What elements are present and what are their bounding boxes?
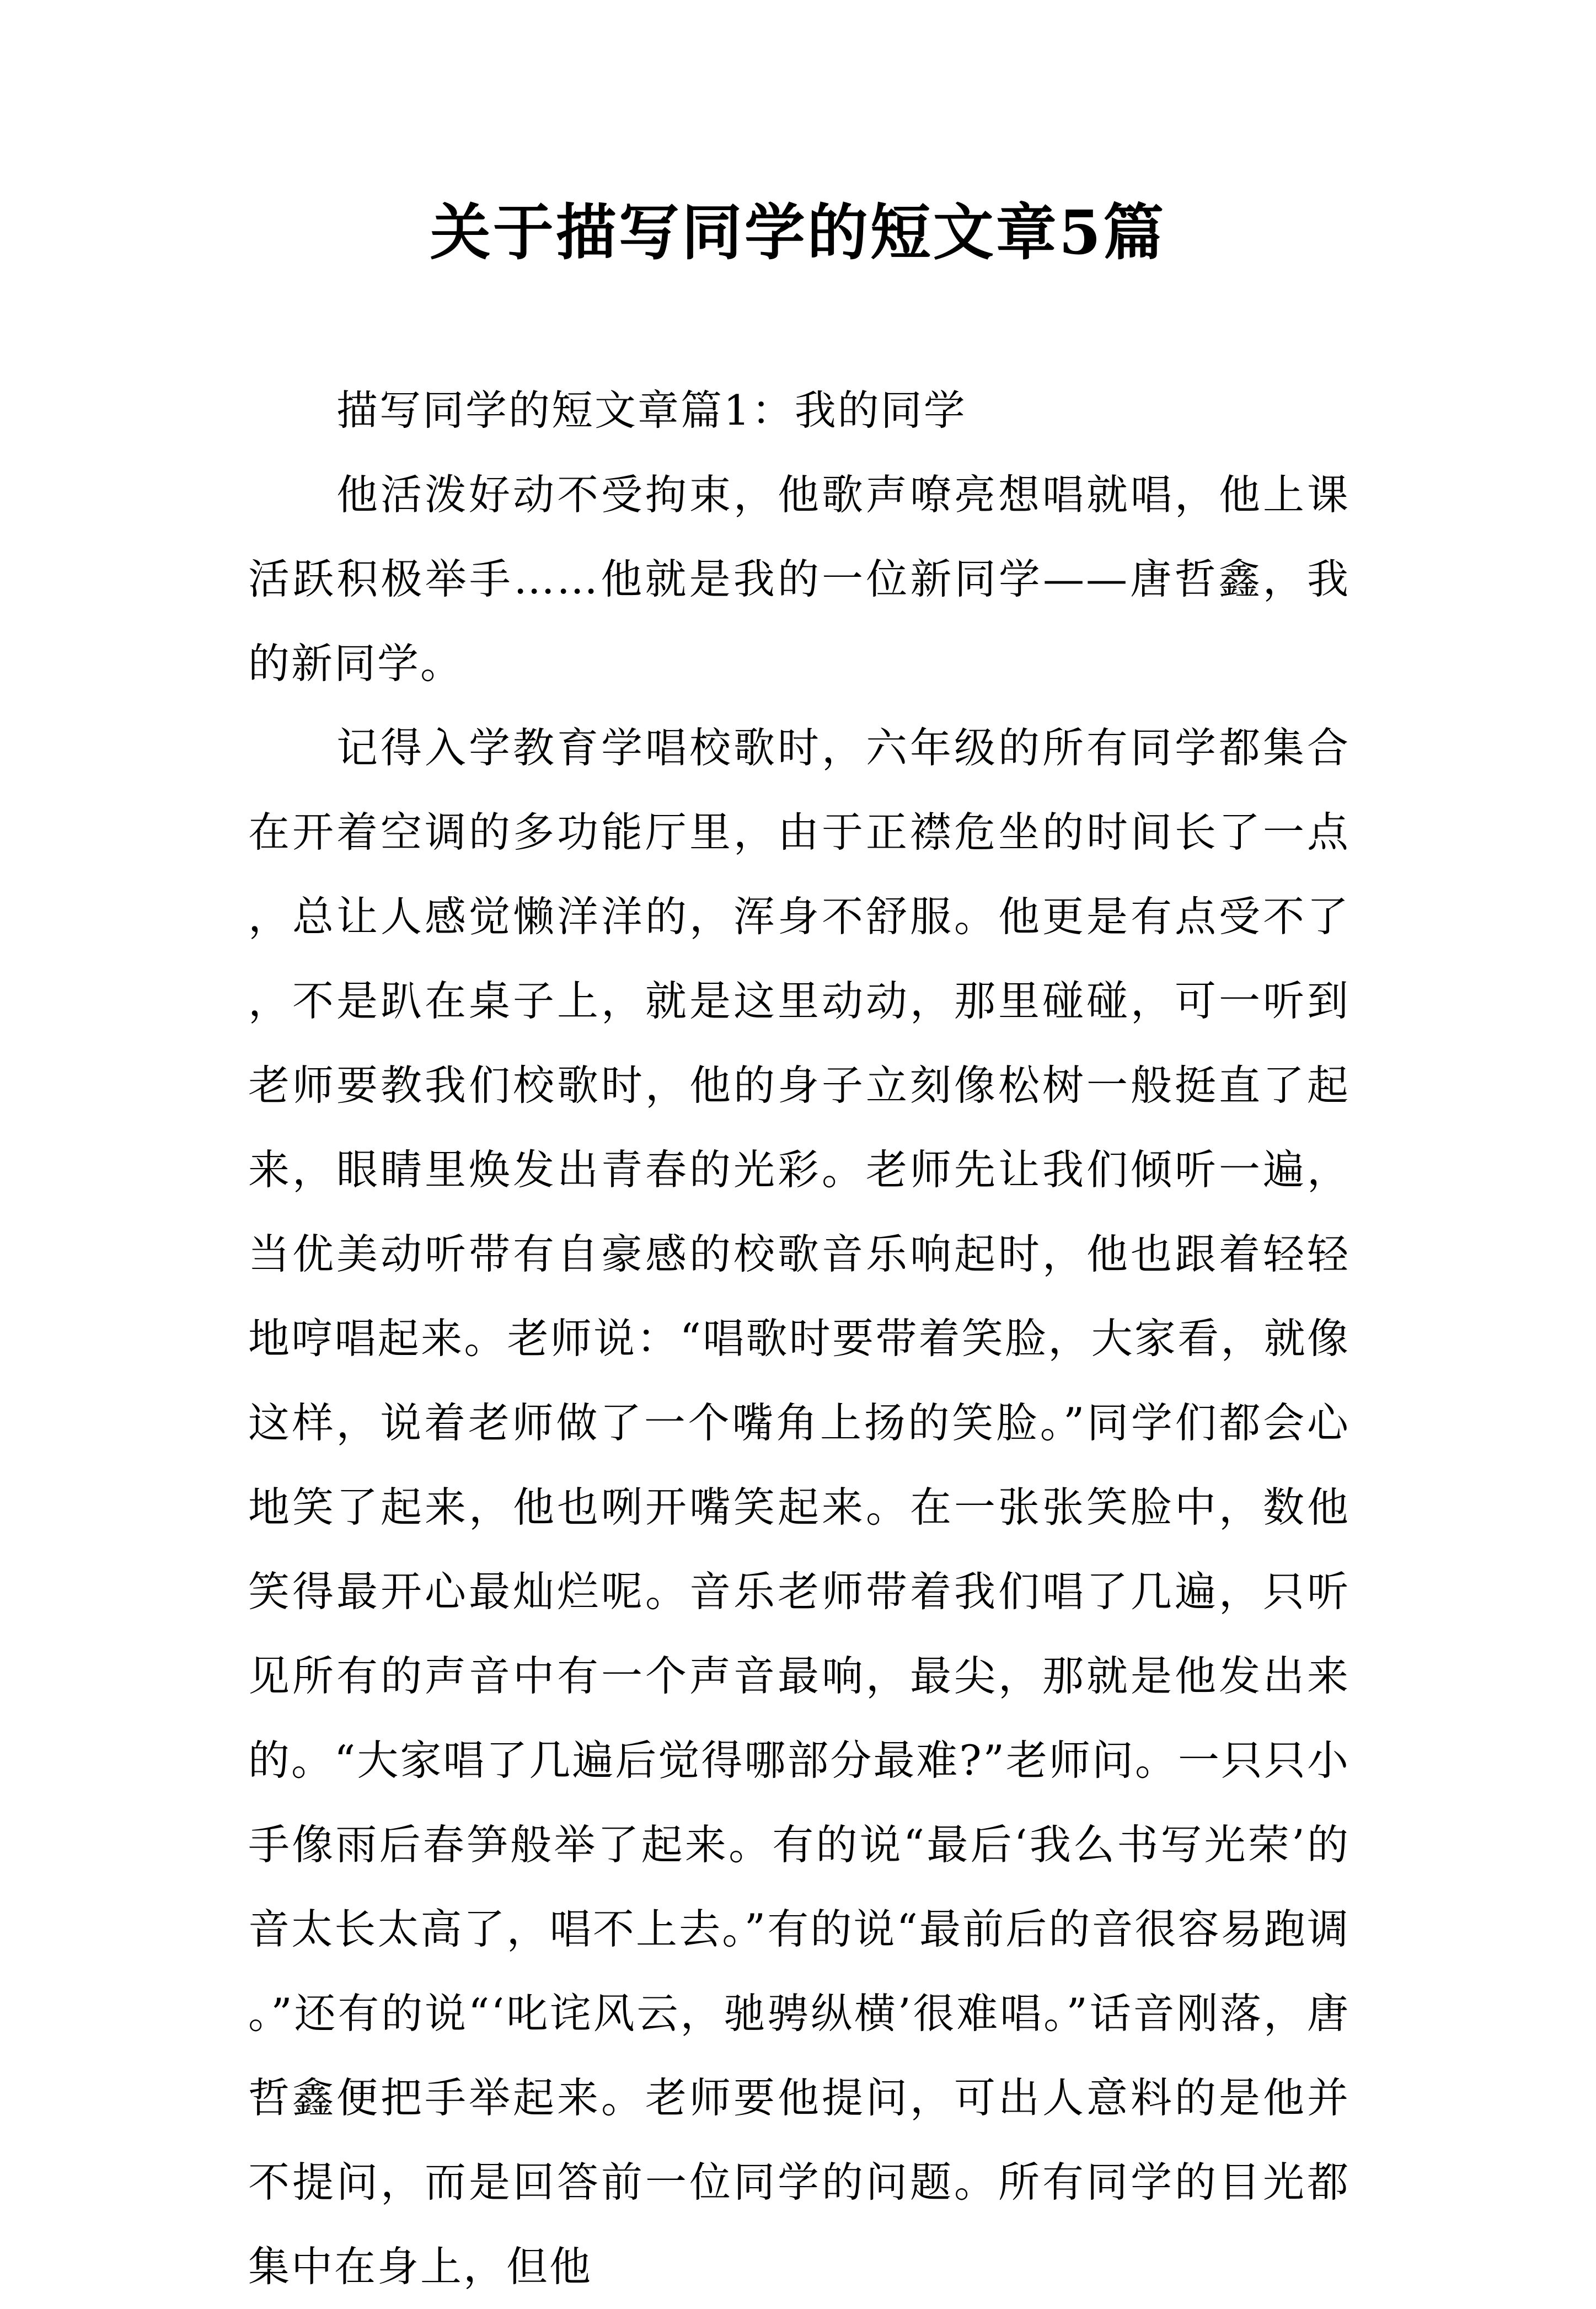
document-title: 关于描写同学的短文章5篇	[430, 197, 1166, 268]
body-paragraph: 记得入学教育学唱校歌时，六年级的所有同学都集合在开着空调的多功能厅里，由于正襟危坐的时间长了一点，总让人感觉懒洋洋的，浑身不舒服。他更是有点受不了，不是趴在桌子上，就是这里动动，那里碰碰，可一听到老师要教我们校歌时，他的身子立刻像松树一般挺直了起来，眼睛里焕发出青春的光彩。老师先让我们倾听一遍，当优美动听带有自豪感的校歌音乐响起时，他也跟着轻轻地哼唱起来。老师说：“唱歌时要带着笑脸，大家看，就像这样，说着老师做了一个嘴角上扬的笑脸。”同学们都会心地笑了起来，他也咧开嘴笑起来。在一张张笑脸中，数他笑得最开心最灿烂呢。音乐老师带着我们唱了几遍，只听见所有的声音中有一个声音最响，最尖，那就是他发出来的。“大家唱了几遍后觉得哪部分最难?”老师问。一只只小手像雨后春笋般举了起来。有的说“最后‘我么书写光荣’的音太长太高了，唱不上去。”有的说“最前后的音很容易跑调。”还有的说“‘叱诧风云，驰骋纵横’很难唱。”话音刚落，唐哲鑫便把手举起来。老师要他提问，可出人意料的是他并不提问，而是回答前一位同学的问题。所有同学的目光都集中在身上，但他	[248, 724, 1350, 2291]
section-heading: 描写同学的短文章篇1：我的同学	[336, 386, 967, 435]
body-paragraph: 他活泼好动不受拘束，他歌声嘹亮想唱就唱，他上课活跃积极举手……他就是我的一位新同学——唐哲鑫，我的新同学。	[248, 470, 1350, 688]
document-body	[248, 368, 1350, 2309]
